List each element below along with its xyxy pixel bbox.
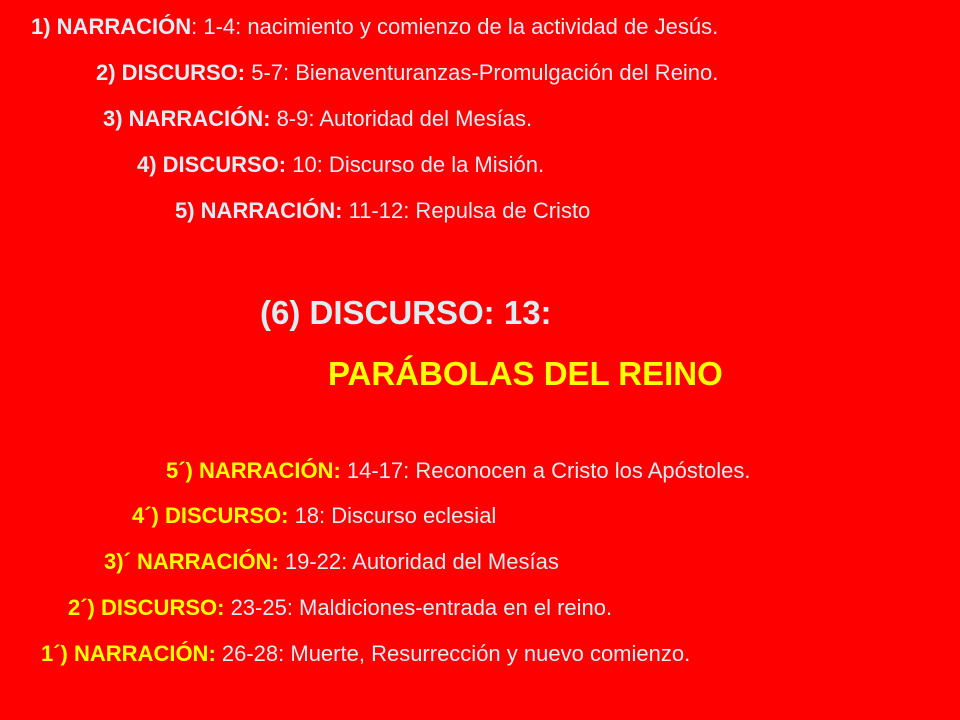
top-item-1 — [31, 16, 718, 38]
item-text: : 1-4: nacimiento y comienzo de la actividad de Jesús. — [191, 14, 719, 39]
bottom-item-3 — [104, 551, 559, 573]
top-item-4 — [137, 154, 544, 176]
bottom-item-1 — [166, 460, 750, 482]
item-label: 1) NARRACIÓN — [31, 14, 192, 39]
bottom-item-2 — [132, 505, 496, 527]
bottom-item-4 — [68, 597, 612, 619]
item-text: 11-12: Repulsa de Cristo — [342, 198, 591, 223]
item-text: 10: Discurso de la Misión. — [286, 152, 545, 177]
item-text: 5-7: Bienaventuranzas-Promulgación del Reino. — [245, 60, 719, 85]
item-text: 23-25: Maldiciones-entrada en el reino. — [224, 595, 613, 620]
item-text: 14-17: Reconocen a Cristo los Apóstoles. — [340, 458, 751, 483]
item-text: 8-9: Autoridad del Mesías. — [270, 106, 533, 131]
item-text: 19-22: Autoridad del Mesías — [278, 549, 559, 574]
center-title: (6) DISCURSO: 13: — [260, 294, 552, 331]
item-label: 1´) NARRACIÓN: — [41, 641, 216, 666]
item-label: 3)´ NARRACIÓN: — [104, 549, 279, 574]
item-text: 26-28: Muerte, Resurrección y nuevo comienzo. — [215, 641, 691, 666]
item-label: 2) DISCURSO: — [96, 60, 246, 85]
bottom-item-5 — [41, 643, 690, 665]
item-label: 2´) DISCURSO: — [68, 595, 225, 620]
top-item-5 — [175, 200, 590, 222]
top-item-2 — [96, 62, 718, 84]
top-item-3 — [103, 108, 532, 130]
item-label: 3) NARRACIÓN: — [103, 106, 271, 131]
item-label: 4´) DISCURSO: — [132, 503, 289, 528]
item-text: 18: Discurso eclesial — [288, 503, 497, 528]
item-label: 5´) NARRACIÓN: — [166, 458, 341, 483]
item-label: 4) DISCURSO: — [137, 152, 287, 177]
item-label: 5) NARRACIÓN: — [175, 198, 343, 223]
center-subtitle: PARÁBOLAS DEL REINO — [328, 355, 723, 392]
